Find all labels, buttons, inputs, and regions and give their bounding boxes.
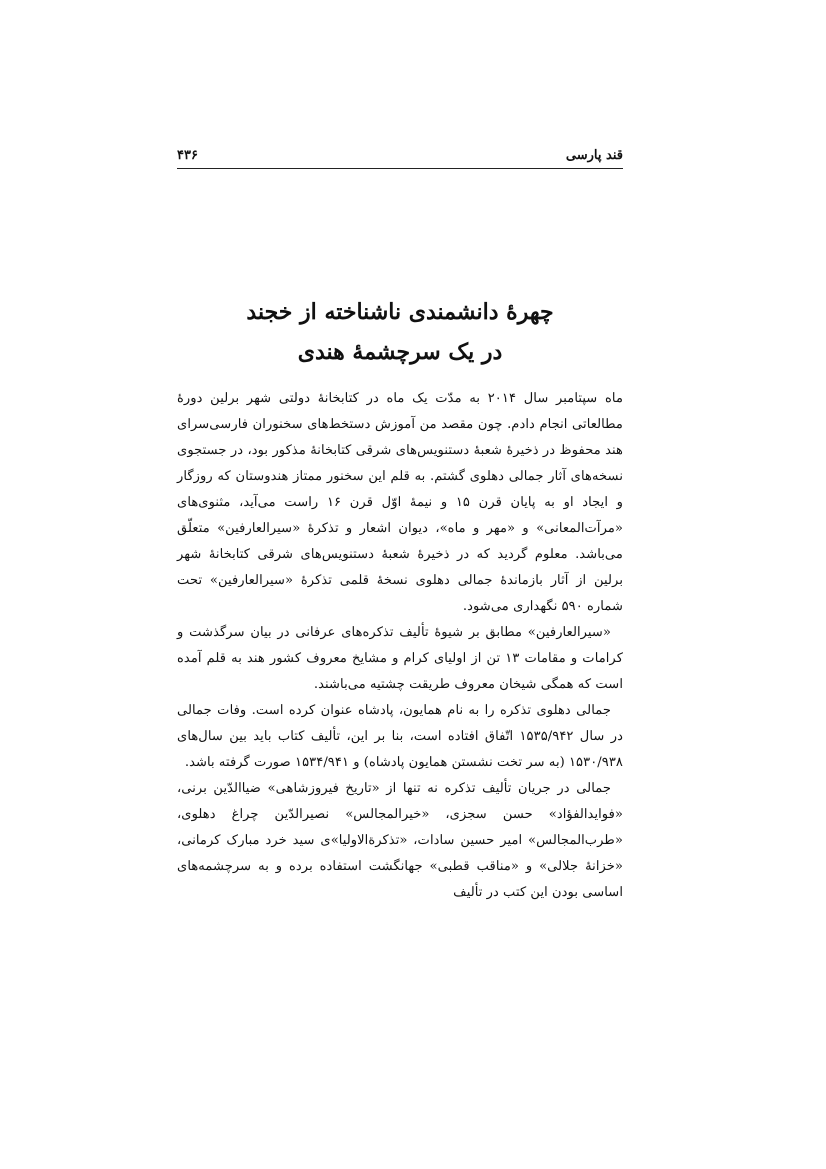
running-header	[177, 146, 623, 169]
running-title: قند پارسی	[565, 148, 623, 163]
paragraph-1: ماه سپتامبر سال ۲۰۱۴ به مدّت یک ماه در کتابخانهٔ دولتی شهر برلین دورهٔ مطالعاتی انجام دادم. چون مقصد من آموزش دستخط‌های سخنوران فارسی‌سرای هند محفوظ در ذخیرهٔ شعبهٔ دستنویس‌های شرقی کتابخانهٔ مذکور بود، در جستجوی نسخه‌های آثار جمالی دهلوی گشتم. به قلم این سخنور ممتاز هندوستان که روزگار و ایجاد او به پایان قرن ۱۵ و نیمهٔ اوّل قرن ۱۶ راست می‌آید، مثنوی‌های «مرآت‌المعانی» و «مهر و ماه»، دیوان اشعار و تذکرهٔ «سیرالعارفین» متعلّق می‌باشد. معلوم گردید که در ذخیرهٔ شعبهٔ دستنویس‌های شرقی کتابخانهٔ شهر برلین از آثار بازماندهٔ جمالی دهلوی نسخهٔ قلمی تذکرهٔ «سیرالعارفین» تحت شماره ۵۹۰ نگهداری می‌شود.	[177, 391, 624, 614]
article-body	[177, 386, 623, 906]
page-number: ۴۳۶	[177, 148, 198, 163]
article-title-line-2: در یک سرچشمهٔ هندی	[297, 339, 503, 365]
article-title	[177, 292, 623, 372]
paragraph-3: جمالی دهلوی تذکره را به نام همایون، پادشاه عنوان کرده است. وفات جمالی در سال ۱۵۳۵/۹۴۲ اتّفاق افتاده است، بنا بر این، تألیف کتاب باید بین سال‌های ۱۵۳۰/۹۳۸ (به سر تخت نشستن همایون پادشاه) و ۱۵۳۴/۹۴۱ صورت گرفته باشد.	[177, 703, 624, 770]
paragraph-4: جمالی در جریان تألیف تذکره نه تنها از «تاریخ فیروزشاهی» ضیاالدّین برنی، «فوایدالفؤاد» حسن سجزی، «خیرالمجالس» نصیرالدّین چراغ دهلوی، «طرب‌المجالس» امیر حسین سادات، «تذکرةالاولیا»ی سید خرد مبارک کرمانی، «خزانهٔ جلالی» و «مناقب قطبی» جهانگشت استفاده برده و به سرچشمه‌های اساسی بودن این کتب در تألیف	[177, 781, 623, 900]
article-title-line-1: چهرهٔ دانشمندی ناشناخته از خجند	[246, 299, 554, 325]
paragraph-2: «سیرالعارفین» مطابق بر شیوهٔ تألیف تذکره‌های عرفانی در بیان سرگذشت و کرامات و مقامات ۱۳ تن از اولیای کرام و مشایخ معروف کشور هند به قلم آمده است که همگی شیخان معروف طریقت چشتیه می‌باشند.	[177, 625, 623, 692]
